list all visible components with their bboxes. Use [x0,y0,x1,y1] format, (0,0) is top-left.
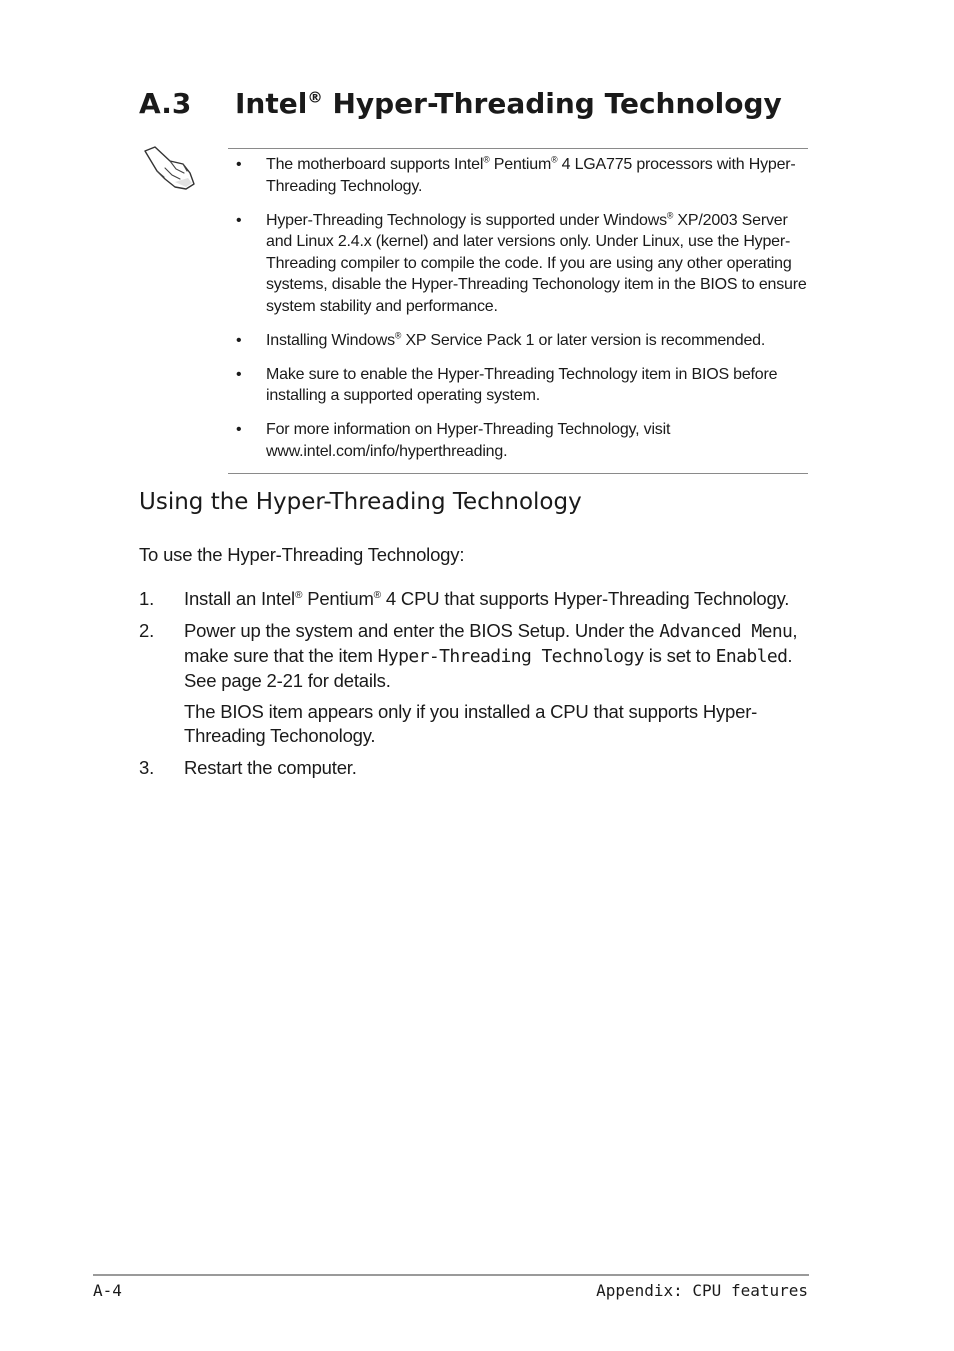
note-item: • Make sure to enable the Hyper-Threading Technology item in BIOS before installing a supported operating system. [228,364,813,407]
steps-list [139,587,819,787]
bios-menu-name: Advanced Menu [659,620,793,642]
note-bottom-rule [228,473,808,474]
note-item: • Installing Windows® XP Service Pack 1 or later version is recommended. [228,330,813,352]
section-title-intel: Intel [235,87,308,120]
chapter-name: Appendix: CPU features [596,1281,808,1300]
bios-item-name: Hyper-Threading Technology [377,645,644,667]
step-number: 2. [139,619,155,641]
bios-value-name: Enabled [715,645,788,667]
note-item: • For more information on Hyper-Threading Technology, visit www.intel.com/info/hyperthreading. [228,419,813,462]
subheading: Using the Hyper-Threading Technology [139,489,582,515]
section-title-rest: Hyper-Threading Technology [322,87,782,120]
footer-rule [93,1274,809,1276]
step-item: 2. Power up the system and enter the BIOS Setup. Under the Advanced Menu, make sure that the item Hyper-Threading Technology is set to Enabled. See page 2-21 for details. The BIOS item appears only if you installed a CPU that supports Hyper-Threading Techonology. [139,619,819,749]
step-item: 3. Restart the computer. [139,756,357,778]
page-number: A-4 [93,1281,122,1300]
note-item: • The motherboard supports Intel® Pentium® 4 LGA775 processors with Hyper-Threading Technology. [228,154,813,197]
step-item: 1. Install an Intel® Pentium® 4 CPU that supports Hyper-Threading Technology. [139,588,790,609]
note-item: • Hyper-Threading Technology is supported under Windows® XP/2003 Server and Linux 2.4.x (kernel) and later versions only. Under Linux, use the Hyper-Threading compiler to compile the code. If you are using any other operating systems, disable the Hyper-Threading Techonology item in the BIOS to ensure system stability and performance. [228,210,813,318]
pointing-hand-icon [139,144,197,192]
step-number: 1. [139,588,155,609]
registered-mark: ® [307,88,323,107]
intro-text: To use the Hyper-Threading Technology: [139,544,465,565]
section-number: A.3 [139,87,192,120]
section-title [139,84,819,124]
step-number: 3. [139,756,155,778]
step-note: The BIOS item appears only if you installed a CPU that supports Hyper-Threading Techonology. [184,701,758,746]
note-top-rule [228,148,808,149]
note-list [228,154,813,475]
